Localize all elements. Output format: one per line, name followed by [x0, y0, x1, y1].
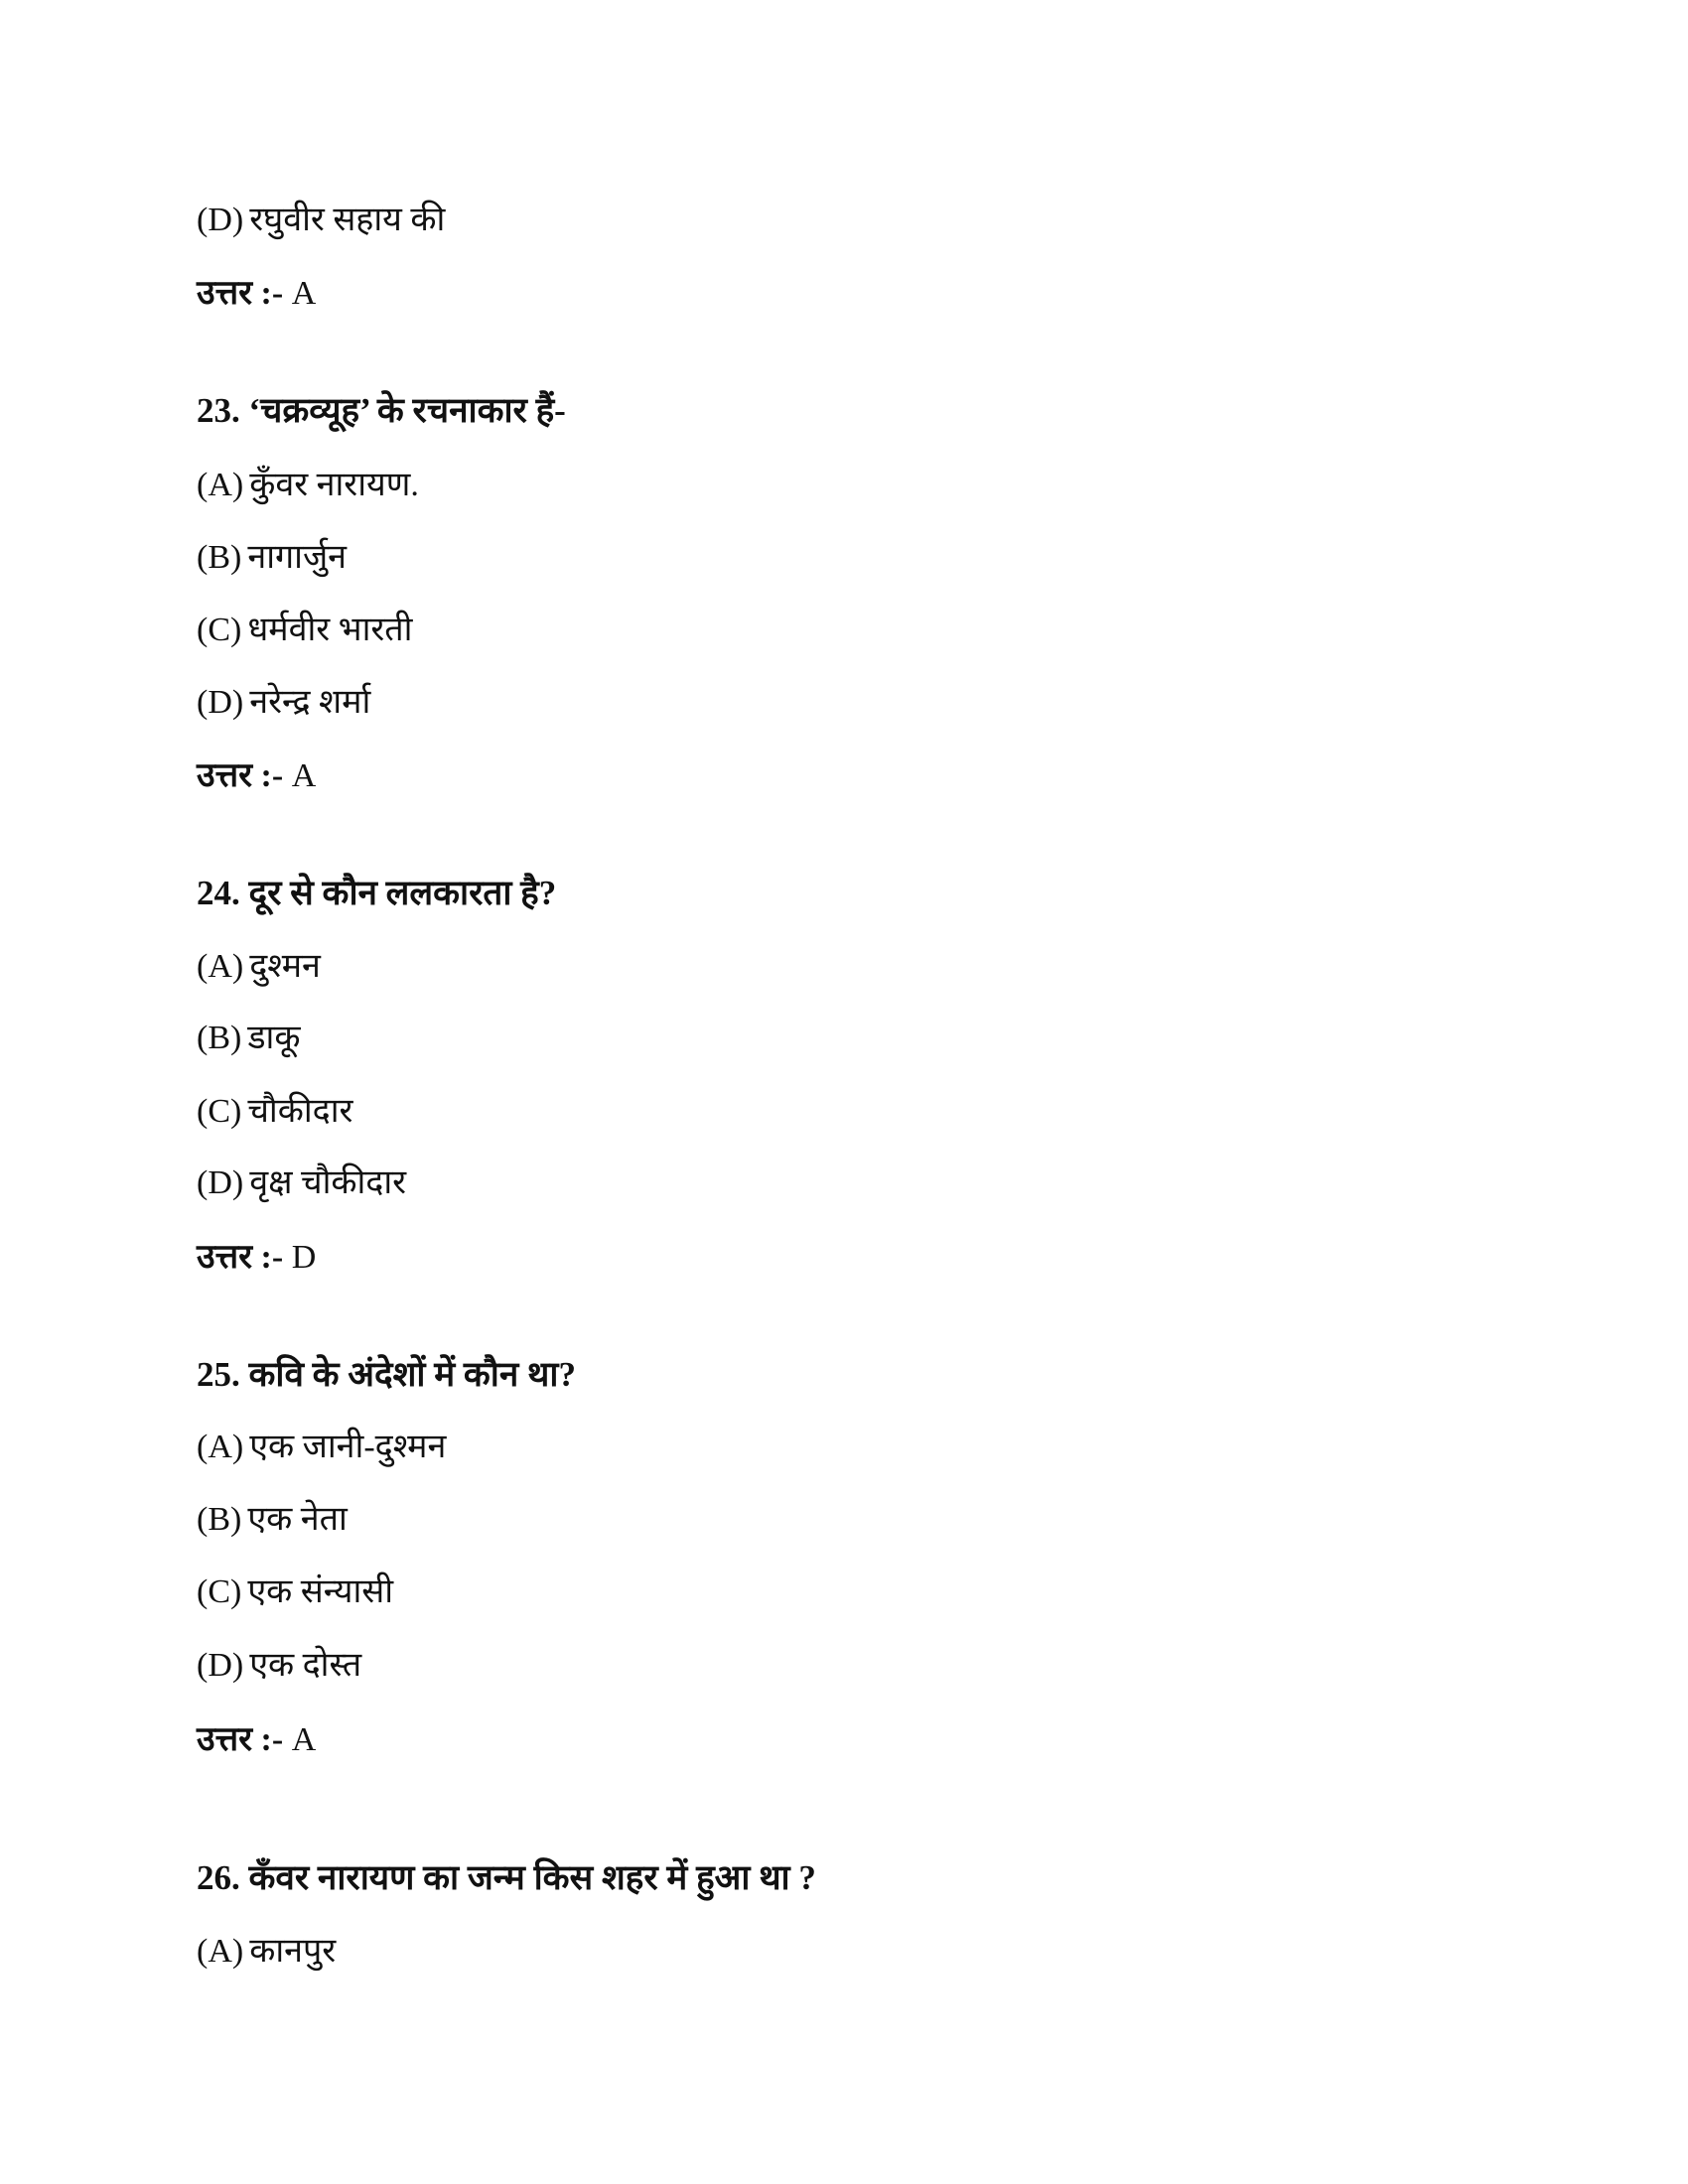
question-26-option-a	[197, 1930, 336, 1974]
answer-value: A	[291, 1721, 317, 1758]
question-number: 25.	[197, 1355, 240, 1394]
option-text: वृक्ष चौकीदार	[249, 1164, 407, 1201]
option-text: एक नेता	[247, 1501, 348, 1538]
answer-value: A	[291, 275, 317, 312]
option-key: (A)	[197, 1429, 244, 1465]
option-key: (A)	[197, 948, 244, 985]
option-key: (C)	[197, 612, 242, 648]
question-23-option-d	[197, 681, 370, 725]
option-text: एक संन्यासी	[247, 1573, 394, 1610]
option-text: चौकीदार	[247, 1093, 353, 1130]
option-key: (D)	[197, 1647, 244, 1684]
option-text: कानपुर	[249, 1933, 337, 1970]
question-text: दूर से कौन ललकारता है?	[248, 874, 557, 912]
question-23-answer	[197, 754, 316, 798]
answer-label: उत्तर :-	[197, 757, 284, 794]
option-text: एक जानी-दुश्मन	[249, 1429, 447, 1465]
option-text: नरेन्द्र शर्मा	[249, 684, 371, 721]
question-text: ‘चक्रव्यूह’ के रचनाकार हैं-	[248, 391, 566, 430]
question-24-option-d	[197, 1161, 406, 1205]
question-text: कँवर नारायण का जन्म किस शहर में हुआ था ?	[248, 1858, 816, 1897]
option-text: दुश्मन	[249, 948, 321, 985]
answer-label: उत्तर :-	[197, 1721, 284, 1758]
option-key: (D)	[197, 202, 244, 238]
option-text: डाकू	[247, 1020, 301, 1056]
question-23	[197, 389, 566, 433]
question-25-option-d	[197, 1644, 361, 1688]
question-25-option-b	[197, 1498, 348, 1542]
option-text: एक दोस्त	[249, 1647, 362, 1684]
option-key: (C)	[197, 1573, 242, 1610]
answer-label: उत्तर :-	[197, 1239, 284, 1276]
option-key: (C)	[197, 1093, 242, 1130]
option-text: नागार्जुन	[247, 539, 348, 576]
question-24-answer	[197, 1236, 316, 1280]
question-24-option-a	[197, 945, 321, 989]
option-text: धर्मवीर भारती	[247, 612, 413, 648]
option-text: रघुवीर सहाय की	[249, 202, 446, 238]
question-25	[197, 1353, 576, 1397]
answer-value: A	[291, 757, 317, 794]
question-number: 26.	[197, 1858, 240, 1897]
answer-label: उत्तर :-	[197, 275, 284, 312]
question-24-option-c	[197, 1090, 352, 1134]
answer-value: D	[291, 1239, 317, 1276]
question-text: कवि के अंदेशों में कौन था?	[248, 1355, 576, 1394]
option-key: (D)	[197, 1164, 244, 1201]
question-24	[197, 872, 556, 915]
question-25-answer	[197, 1718, 316, 1762]
option-key: (D)	[197, 684, 244, 721]
option-key: (A)	[197, 467, 244, 503]
option-text: कुँवर नारायण.	[249, 467, 419, 503]
question-23-option-c	[197, 609, 413, 652]
question-25-option-a	[197, 1426, 446, 1469]
question-23-option-b	[197, 536, 347, 580]
answer-line-continued	[197, 272, 316, 316]
option-key: (B)	[197, 539, 242, 576]
option-key: (A)	[197, 1933, 244, 1970]
option-key: (B)	[197, 1020, 242, 1056]
question-24-option-b	[197, 1017, 300, 1060]
question-25-option-c	[197, 1570, 393, 1614]
option-key: (B)	[197, 1501, 242, 1538]
question-26	[197, 1856, 816, 1900]
question-number: 23.	[197, 391, 240, 430]
question-number: 24.	[197, 874, 240, 912]
question-23-option-a	[197, 464, 419, 507]
option-d-continued	[197, 199, 445, 242]
